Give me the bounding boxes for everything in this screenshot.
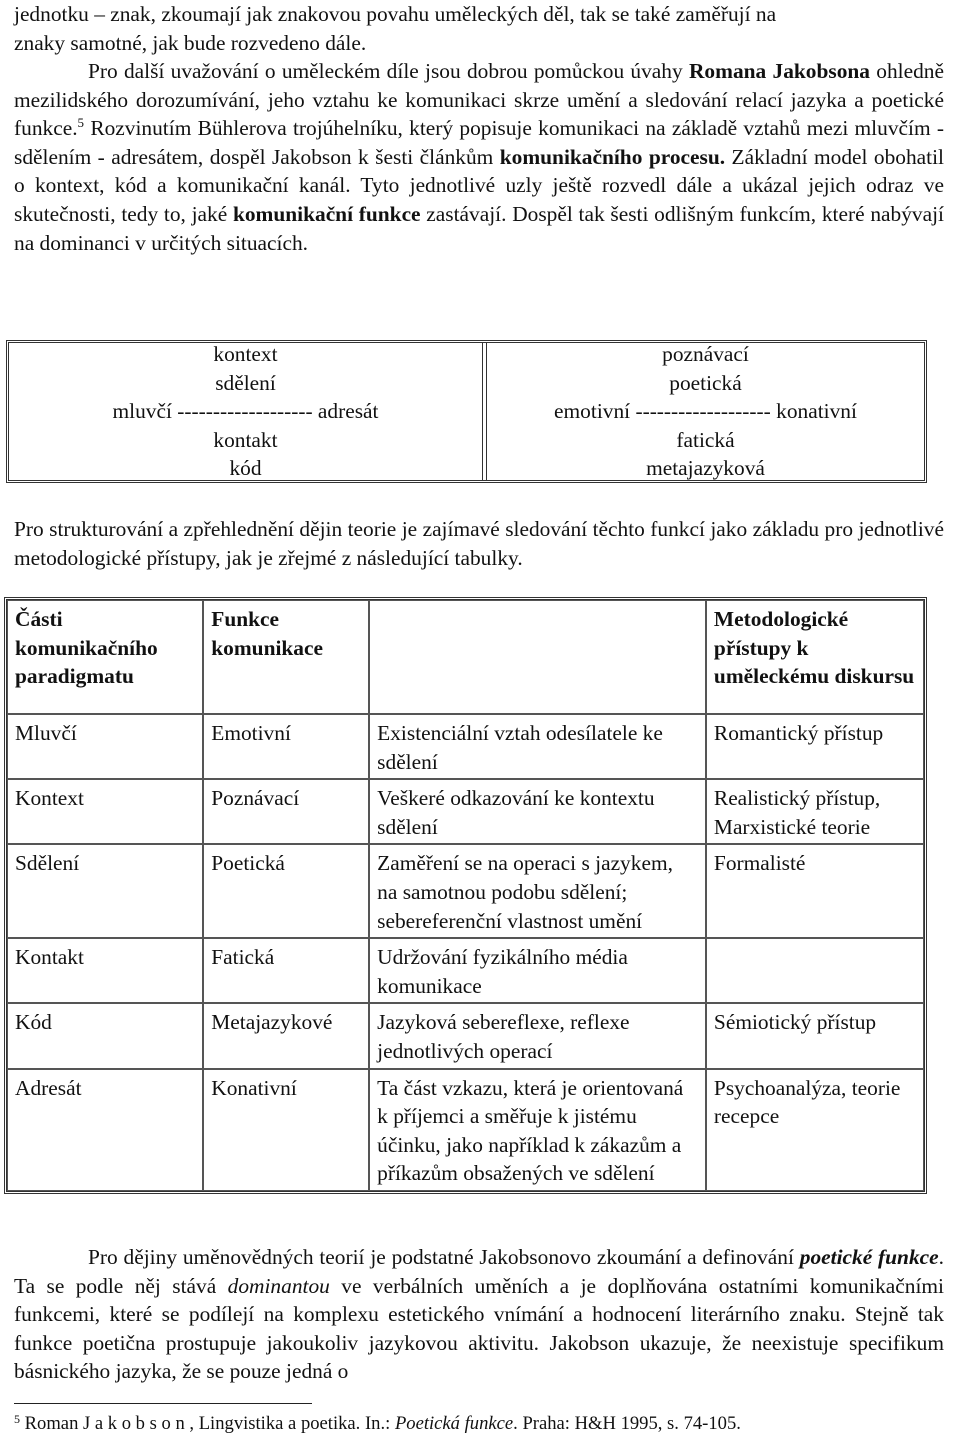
bold-term: komunikační funkce [232,201,421,226]
text-span: Základní model obohatil o kontext, kód a komunikační kanál. Tyto jednotlivé uzly ještě rozvedl dále a ukázal jejich odraz ve skutečnosti, tedy to, jaké [14,144,944,226]
paradigm-table [4,597,927,1194]
table-cell: Konativní [203,1069,369,1191]
footnote-separator [14,1403,312,1404]
footnote-ref[interactable]: 5 [77,115,85,131]
table-row [7,1003,924,1068]
table-row [7,1069,924,1191]
table-header-row [7,600,924,714]
model-elements-column [9,343,483,480]
table-cell: Fatická [203,938,369,1003]
communication-model-box [6,340,927,483]
paragraph-intro-table: Pro strukturování a zpřehlednění dějin teorie je zajímavé sledování těchto funkcí jako základu pro jednotlivé metodologické přístupy, jak je zřejmé z následující tabulky. [14,517,944,570]
text-line: znaky samotné, jak bude rozvedeno dále. [14,30,367,55]
paragraph-poetic-function [14,1243,944,1386]
table-cell: Poznávací [203,779,369,844]
model-item: mluvčí ------------------- adresát [112,399,379,424]
table-cell: Romantický přístup [706,714,924,779]
table-row [7,714,924,779]
table-cell: Zaměření se na operaci s jazykem, na samotnou podobu sdělení; sebereferenční vlastnost umění [369,844,706,938]
model-item: kód [229,456,262,481]
table-cell: Psychoanalýza, teorie recepce [706,1069,924,1191]
footnote-number: 5 [14,1412,20,1426]
model-item: metajazyková [646,456,765,481]
table-cell: Mluvčí [7,714,203,779]
table-cell: Jazyková sebereflexe, reflexe jednotlivých operací [369,1003,706,1068]
text-span: Rozvinutím Bühlerova trojúhelníku, který popisuje komunikaci na základě vztahů mezi mluvčím - sdělením - adresátem, dospěl Jakobson k šesti článkům [14,116,944,169]
table-cell [706,938,924,1003]
text-span: Pro další uvažování o uměleckém díle jsou dobrou pomůckou úvahy [88,59,689,83]
table-cell: Sdělení [7,844,203,938]
table-cell: Ta část vzkazu, která je orientovaná k příjemci a směřuje k jistému účinku, jako například k zákazům a příkazům obsažených ve sdělení [369,1069,706,1191]
paragraph-continuation [14,0,944,57]
text-span: zastávají. Dospěl tak šesti odlišným funkcím, které nabývají na dominanci v určitých situacích. [14,201,944,255]
model-item: poetická [669,370,742,395]
text-span: . Ta se podle něj stává [14,1245,944,1298]
table-cell: Kód [7,1003,203,1068]
bold-italic-term: poetické funkce [799,1245,939,1269]
table-cell: Formalisté [706,844,924,938]
table-cell: Adresát [7,1069,203,1191]
table-header-cell: Části komunikačního paradigmatu [7,600,203,714]
table-cell: Poetická [203,844,369,938]
table-cell: Realistický přístup, Marxistické teorie [706,779,924,844]
text-span: Pro dějiny uměnovědných teorií je podstatné Jakobsonovo zkoumání a definování [88,1245,800,1269]
text-span: Roman J a k o b s o n , Lingvistika a poetika. In.: [20,1413,395,1434]
italic-title: Poetická funkce [394,1413,514,1434]
table-header-cell: Metodologické přístupy k uměleckému diskursu [706,600,924,714]
text-span: . Praha: H&H 1995, s. 74-105. [513,1413,741,1434]
table-cell: Emotivní [203,714,369,779]
table-cell: Existenciální vztah odesílatele ke sdělení [369,714,706,779]
model-item: kontakt [213,427,278,452]
model-item: fatická [676,427,735,452]
text-span: ve verbálních uměních a je doplňována ostatními komunikačními funkcemi, které se podílejí na komplexu estetického vnímání a hodnocení literárního znaku. Stejně tak funkce poetična prostupuje jakoukoliv jazykovou aktivitu. Jakobson ukazuje, že neexistuje specifikum básnického jazyka, že se pouze jedná o [14,1273,945,1384]
table-cell: Kontakt [7,938,203,1003]
table-row [7,844,924,938]
table-cell: Veškeré odkazování ke kontextu sdělení [369,779,706,844]
table-row [7,779,924,844]
table-header-cell: Funkce komunikace [203,600,369,714]
footnote [14,1412,944,1436]
table-header-cell [369,600,706,714]
table-row [7,938,924,1003]
table-cell: Udržování fyzikálního média komunikace [369,938,706,1003]
model-item: sdělení [215,370,276,395]
bold-term: Romana Jakobsona [688,59,870,83]
table-cell: Sémiotický přístup [706,1003,924,1068]
table-cell: Kontext [7,779,203,844]
italic-term: dominantou [227,1273,330,1298]
text-span: ohledně mezilidského dorozumívání, jeho vztahu ke komunikaci skrze umění a sledování relací jazyka a poetické funkce. [14,59,944,141]
paragraph-jakobson [14,57,944,257]
model-item: poznávací [662,342,749,367]
model-item: emotivní ------------------- konativní [554,399,857,424]
model-item: kontext [213,342,278,367]
bold-term: komunikačního procesu. [499,144,726,169]
text-line: jednotku – znak, zkoumají jak znakovou povahu uměleckých děl, tak se také zaměřují na [14,2,777,26]
model-functions-column [486,343,924,480]
table-cell: Metajazykové [203,1003,369,1068]
